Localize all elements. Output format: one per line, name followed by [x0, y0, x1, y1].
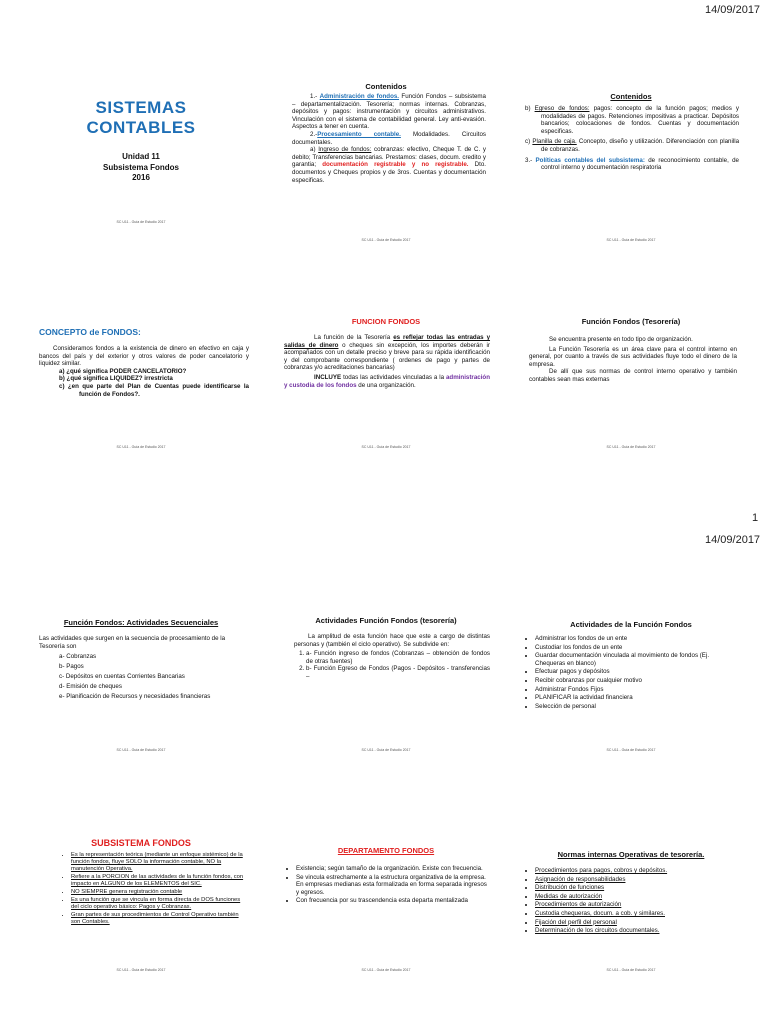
title-line2: CONTABLES	[86, 118, 196, 137]
slide-normas-internas	[515, 808, 747, 976]
subdivision-list	[294, 650, 490, 680]
list-item: • NO SIEMPRE genera registración contable	[71, 889, 245, 896]
list-item: • Con frecuencia por su trascendencia esta departa mentalizada	[296, 897, 490, 905]
list-item: • Es la representación teórica (mediante un enfoque sistémico) de la función fondos, fluye SOLO la información contable, NO la manutención Operativa.	[71, 852, 245, 873]
slide-contenidos-1: Contenidos 1.- Administración de fondos. Función Fondos – subsistema – departamentalización. Tesorería; normas internas. Cobranzas, depósitos y pagos: instrumentación y circuitos administrativos. Vinculación con el sistema de contabilidad general. Ley anti-evasión. Aspectos a tener en cuenta. 2.-Procesamiento contable. Modalidades. Circuitos documentales. a) Ingreso de fondos: cobranzas: efectivo, Cheque T. de C. y debito; Transferencias bancarias. Prestamos: clases, docum. credito y garantia; documentación registrable y no registrable. Dto. documentos y Cheques propios y de 3ros. Cuentas y documentación especificas. SC U11 - Guía de Estudio 2017	[270, 78, 502, 246]
slide-heading: Actividades Función Fondos (tesorería)	[315, 616, 457, 625]
list-item: • Custodia chequeras, docum. a cob. y similares.	[535, 910, 739, 918]
slide-contenidos-2: Contenidos b) Egreso de fondos: pagos: concepto de la función pagos; medios y modalidades de pagos. Retenciones impositivas a practicar. Depósitos bancarios; colocaciones de fondos. Cuentas y documentación especificas. c) Planilla de caja. Concepto, diseño y utilización. Diferenciación con planilla de cobranzas. 3.- Políticas contables del subsistema: de reconocimiento contable, de control interno y documentación respiratoria SC U11 - Guía de Estudio 2017	[515, 78, 747, 246]
unit-label: Unidad 11	[122, 152, 160, 161]
slide-footer: SC U11 - Guía de Estudio 2017	[606, 445, 656, 449]
slide-concepto-fondos: CONCEPTO de FONDOS: Consideramos fondos a la existencia de dinero en efectivo en caja y bancos del país y del exterior y otros valores de poder cancelatorio y liquidez similar. a) ¿qué significa PODER CANCELATORIO? b) ¿qué significa LIQUIDEZ? irrestricta c) ¿en que parte del Plan de Cuentas puede identificarse la función de Fondos?. SC U11 - Guía de Estudio 2017	[25, 285, 257, 453]
list-item: • Determinación de los circuitos documentales.	[535, 927, 739, 935]
page-date: 14/09/2017	[705, 4, 761, 16]
slide-heading: Función Fondos: Actividades Secuenciales	[63, 618, 219, 627]
slide-subsistema-fondos	[25, 808, 257, 976]
slide-heading: Contenidos	[610, 92, 652, 101]
slide-heading: Actividades de la Función Fondos	[570, 620, 692, 629]
page-number: 1	[752, 512, 759, 524]
slide-footer: SC U11 - Guía de Estudio 2017	[606, 748, 656, 752]
list-item: • Se vincula estrechamente a la estructura organizativa de la empresa. En empresas medianas esta formalizada en forma separada ingresos y egresos.	[296, 874, 490, 897]
slide-footer: SC U11 - Guía de Estudio 2017	[361, 968, 411, 972]
slide-footer: SC U11 - Guía de Estudio 2017	[116, 445, 166, 449]
list-item: • Fijación del perfil del personal	[535, 919, 739, 927]
slide-heading: CONCEPTO de FONDOS:	[39, 327, 141, 337]
page-date-2: 14/09/2017	[705, 534, 761, 546]
slide-funcion-fondos: FUNCION FONDOS La función de la Tesorería es reflejar todas las entradas y salidas de dinero o cheques sin excepción, los importes deberán ir acompañados con un detalle preciso y breve para su rápida identificación y del comprobante correspondiente ( ordenes de pago y partes de cobranzas y/o acreditaciones bancarias) INCLUYE todas las actividades vinculadas a la administración y custodia de los fondos de una organización. SC U11 - Guía de Estudio 2017	[270, 285, 502, 453]
list-item: d- Emisión de cheques	[59, 683, 122, 691]
slide-footer: SC U11 - Guía de Estudio 2017	[361, 445, 411, 449]
list-item: • Efectuar pagos y depósitos	[535, 668, 739, 676]
list-item: • Es una función que se vincula en forma directa de DOS funciones del ciclo operativo básico: Pagos y Cobranzas.	[71, 897, 245, 911]
list-item: • Asignación de responsabilidades	[535, 876, 739, 884]
subsystem-list	[61, 852, 245, 926]
slide-footer: SC U11 - Guía de Estudio 2017	[361, 748, 411, 752]
slide-heading: DEPARTAMENTO FONDOS	[337, 846, 435, 855]
year-label: 2016	[132, 173, 150, 182]
list-item: • Existencia; según tamaño de la organización. Existe con frecuencia.	[296, 865, 490, 873]
list-item: • Administrar los fondos de un ente	[535, 635, 739, 643]
slide-actividades-funcion	[515, 588, 747, 756]
slide-footer: SC U11 - Guía de Estudio 2017	[116, 968, 166, 972]
subsystem-label: Subsistema Fondos	[102, 162, 179, 172]
list-item: 1. a- Función ingreso de fondos (Cobranzas – obtención de fondos de otras fuentes)	[306, 650, 490, 665]
slide-heading: Normas internas Operativas de tesorería.	[557, 850, 705, 859]
slide-actividades-secuenciales: Función Fondos: Actividades Secuenciales Las actividades que surgen en la secuencia de procesamiento de la Tesorería son a- Cobranzas b- Pagos c- Depósitos en cuentas Corrientes Bancarias d- Emisión de cheques e- Planificación de Recursos y necesidades financieras SC U11 - Guía de Estudio 2017	[25, 588, 257, 756]
list-item: • Recibir cobranzas por cualquier motivo	[535, 677, 739, 685]
list-item: • PLANIFICAR la actividad financiera	[535, 694, 739, 702]
list-item: b- Pagos	[59, 663, 84, 671]
list-item: • Selección de personal	[535, 703, 739, 711]
slide-footer: SC U11 - Guía de Estudio 2017	[116, 220, 166, 224]
title-line1: SISTEMAS	[95, 98, 187, 117]
slide-actividades-funcion-fondos: Actividades Función Fondos (tesorería) La amplitud de esta función hace que este a cargo de distintas personas y (también el ciclo operativo). Se subdivide en: 1. a- Función ingreso de fondos (Cobranzas – obtención de fondos de otras fuentes) 2. b- Función Egreso de Fondos (Pagos - Depósitos - transferencias – SC U11 - Guía de Estudio 2017	[270, 588, 502, 756]
list-item: • Procedimientos para pagos, cobros y depósitos.	[535, 867, 739, 875]
list-item: c- Depósitos en cuentas Corrientes Bancarias	[59, 673, 185, 681]
list-item: 2. b- Función Egreso de Fondos (Pagos - Depósitos - transferencias –	[306, 665, 490, 680]
list-item: a- Cobranzas	[59, 653, 97, 661]
department-list	[286, 865, 490, 905]
list-item: • Procedimientos de autorización	[535, 901, 739, 909]
slide-heading: Función Fondos (Tesorería)	[581, 317, 681, 326]
slide-heading: SUBSISTEMA FONDOS	[91, 838, 191, 848]
slide-footer: SC U11 - Guía de Estudio 2017	[116, 748, 166, 752]
activity-list	[525, 635, 739, 710]
list-item: • Custodiar los fondos de un ente	[535, 644, 739, 652]
list-item: • Medidas de autorización	[535, 893, 739, 901]
activity-list	[39, 652, 249, 702]
list-item: e- Planificación de Recursos y necesidades financieras	[59, 693, 211, 701]
list-item: • Guardar documentación vinculada al movimiento de fondos (Ej. Chequeras en blanco)	[535, 652, 739, 667]
slide-footer: SC U11 - Guía de Estudio 2017	[606, 238, 656, 242]
slide-footer: SC U11 - Guía de Estudio 2017	[361, 238, 411, 242]
slide-footer: SC U11 - Guía de Estudio 2017	[606, 968, 656, 972]
list-item: • Gran partes de sus procedimientos de Control Operativo también son Contables.	[71, 912, 245, 926]
slide-funcion-tesoreria: Función Fondos (Tesorería) Se encuentra presente en todo tipo de organización. La Función Tesorería es un área clave para el control interno en general, por cuanto a través de sus actividades fluye todo el dinero de la empresa. De allí que sus normas de control interno operativo y también contables sean mas externas SC U11 - Guía de Estudio 2017	[515, 285, 747, 453]
slide-heading: Contenidos	[365, 82, 407, 91]
norms-list	[525, 867, 739, 935]
slide-title	[25, 60, 257, 228]
slide-heading: FUNCION FONDOS	[351, 317, 421, 326]
list-item: • Refiere a la PORCION de las actividades de la función fondos, con impacto en ALGUNO de los ELEMENTOS del SIC.	[71, 874, 245, 888]
list-item: • Administrar Fondos Fijos	[535, 686, 739, 694]
slide-departamento-fondos	[270, 808, 502, 976]
list-item: • Distribución de funciones	[535, 884, 739, 892]
